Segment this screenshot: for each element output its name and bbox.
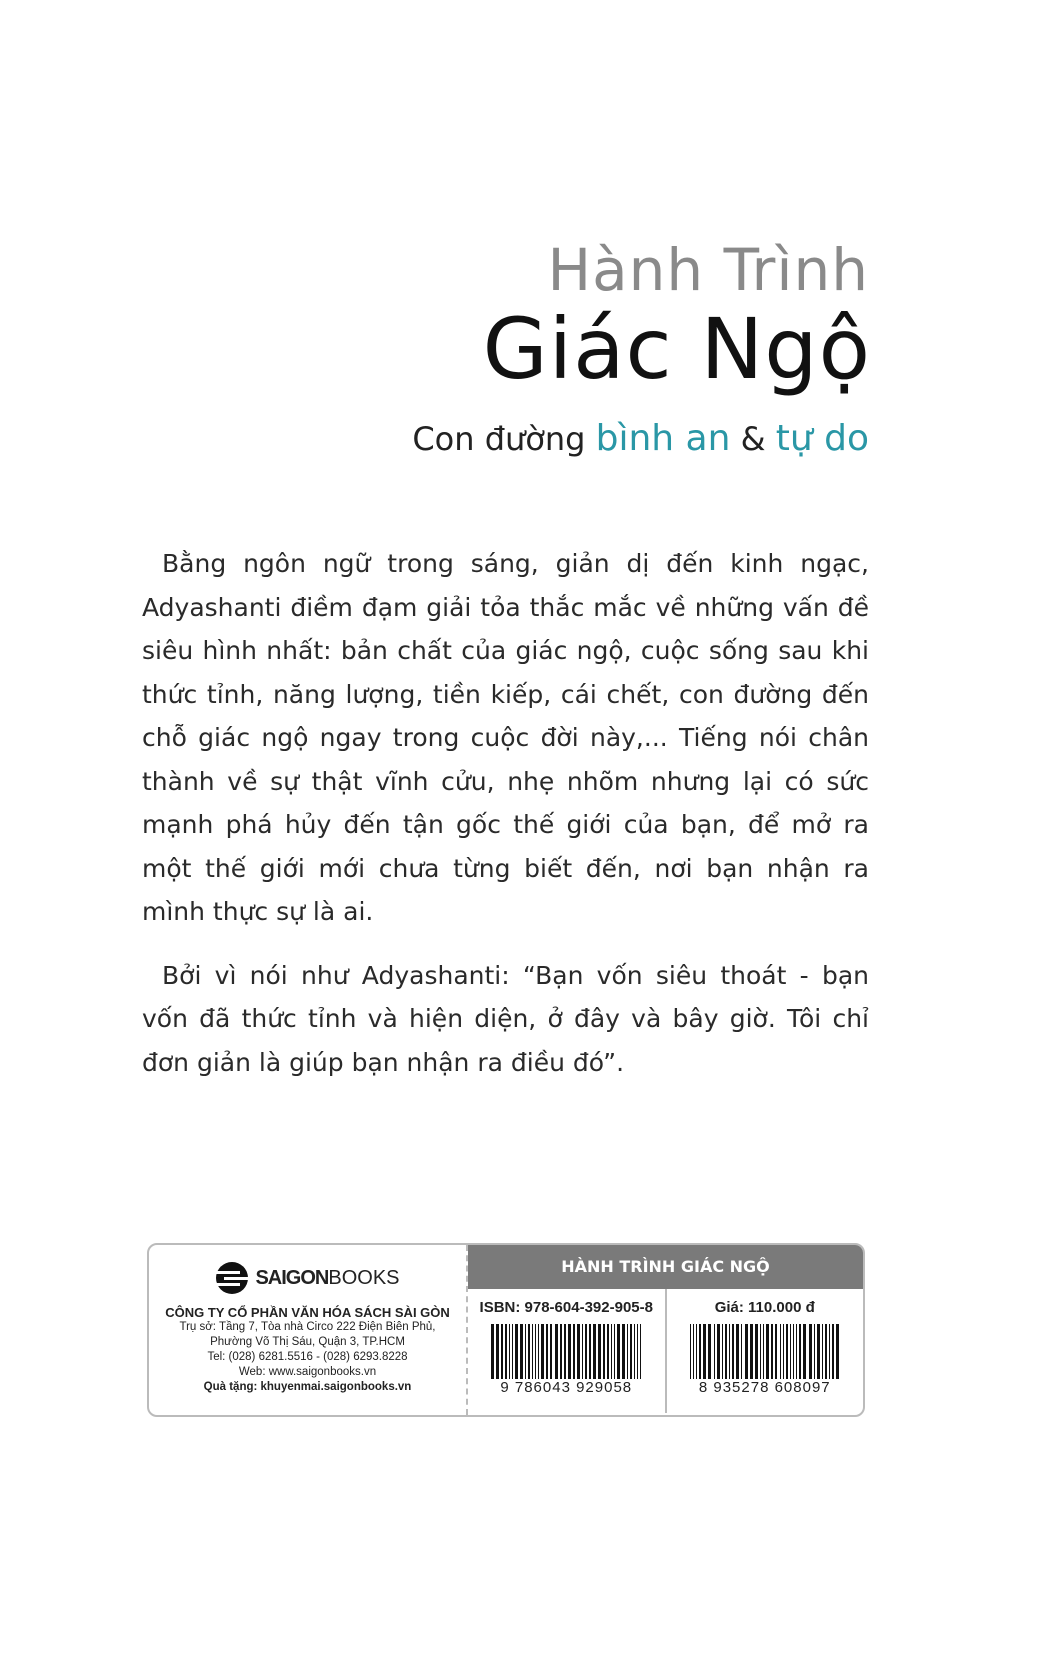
barcode-bar (732, 1324, 734, 1379)
barcode-bar (755, 1324, 758, 1379)
title-line-2: Giác Ngộ (482, 300, 871, 398)
barcode-bar (589, 1324, 591, 1379)
barcode-bar (607, 1324, 609, 1379)
company-name: CÔNG TY CỔ PHẦN VĂN HÓA SÁCH SÀI GÒN (165, 1305, 450, 1320)
logo-light: BOOKS (328, 1266, 400, 1289)
barcode-bar (603, 1324, 605, 1379)
barcode-bar (693, 1324, 694, 1379)
barcode-bar (763, 1324, 764, 1379)
barcode-bar (491, 1324, 494, 1379)
subtitle-highlight-1: bình an (595, 418, 731, 459)
barcode-bar (617, 1324, 620, 1379)
barcode-bar (512, 1324, 513, 1379)
blurb-paragraph: Bởi vì nói như Adyashanti: “Bạn vốn siêu thoát - bạn vốn đã thức tỉnh và hiện diện, ở đây và bây giờ. Tôi chỉ đơn giản là giúp bạn nhận ra điều đó”. (142, 960, 869, 1077)
barcode-bar (790, 1324, 791, 1379)
price-barcode-number: 8 935278 608097 (698, 1379, 831, 1396)
barcode-bar (760, 1324, 761, 1379)
barcode-bar (560, 1324, 562, 1379)
barcode-bar (598, 1324, 601, 1379)
barcode-bar (573, 1324, 575, 1379)
blurb (142, 542, 869, 1104)
barcode-bar (550, 1324, 552, 1379)
barcode-bar (535, 1324, 536, 1379)
barcode-bar (793, 1324, 794, 1379)
barcode-bar (714, 1324, 715, 1379)
barcode-bar (555, 1324, 558, 1379)
gift-line: Quà tặng: khuyenmai.saigonbooks.vn (203, 1381, 412, 1393)
barcode-bar (496, 1324, 499, 1379)
publisher-info (149, 1245, 466, 1415)
barcode-bar (520, 1324, 523, 1379)
barcode-bar (825, 1324, 827, 1379)
barcode-bar (822, 1324, 823, 1379)
barcode-bar (501, 1324, 503, 1379)
barcode-bar (809, 1324, 812, 1379)
barcode-bar (750, 1324, 753, 1379)
logo-bold: SAIGON (255, 1266, 329, 1289)
barcode-bar (509, 1324, 510, 1379)
barcode-bar (614, 1324, 615, 1379)
isbn-barcode-number: 9 786043 929058 (500, 1379, 633, 1396)
barcode-bar (829, 1324, 830, 1379)
barcode-bar (546, 1324, 548, 1379)
saigonbooks-logo-icon (215, 1261, 249, 1295)
barcode-bar (634, 1324, 635, 1379)
address-line: Trụ sở: Tầng 7, Tòa nhà Circo 222 Điện Biên Phủ, (179, 1321, 436, 1333)
barcode-bar (622, 1324, 625, 1379)
barcode-bar (741, 1324, 742, 1379)
barcode-bar (832, 1324, 834, 1379)
barcode-bar (729, 1324, 730, 1379)
isbn-barcode (491, 1324, 641, 1379)
barcode-bar (766, 1324, 769, 1379)
barcode-bar (532, 1324, 533, 1379)
subtitle-pre: Con đường (412, 420, 596, 458)
barcode-bar (796, 1324, 797, 1379)
barcode-bar (593, 1324, 596, 1379)
barcode-bar (568, 1324, 571, 1379)
barcode-bar (525, 1324, 526, 1379)
barcode-bar (630, 1324, 632, 1379)
isbn-block (468, 1289, 665, 1413)
barcode-bar (717, 1324, 720, 1379)
barcode-bar (725, 1324, 727, 1379)
barcode-bar (515, 1324, 518, 1379)
publisher-logo (149, 1261, 466, 1295)
barcode-bar (564, 1324, 566, 1379)
title-line-1: Hành Trình (547, 236, 869, 304)
barcode-bar (803, 1324, 806, 1379)
barcode-bar (722, 1324, 723, 1379)
barcode-bar (736, 1324, 739, 1379)
barcode-bar (745, 1324, 748, 1379)
subtitle-highlight-2: tự do (775, 418, 869, 459)
barcode-bar (771, 1324, 773, 1379)
label-book-title: HÀNH TRÌNH GIÁC NGỘ (468, 1245, 863, 1289)
barcode-bar (699, 1324, 701, 1379)
price-text: Giá: 110.000 đ (714, 1299, 815, 1316)
price-block (665, 1289, 864, 1413)
barcode-bar (582, 1324, 583, 1379)
subtitle-amp: & (730, 420, 776, 458)
barcode-bar (640, 1324, 641, 1379)
barcode-bar (786, 1324, 788, 1379)
barcode-bar (696, 1324, 697, 1379)
barcode-bar (541, 1324, 544, 1379)
price-label (466, 1245, 863, 1415)
barcode-bar (585, 1324, 587, 1379)
barcode-bar (690, 1324, 691, 1379)
barcode-bar (817, 1324, 820, 1379)
barcode-bar (505, 1324, 507, 1379)
barcode-bar (703, 1324, 706, 1379)
barcode-bar (611, 1324, 612, 1379)
phone-line: Tel: (028) 6281.5516 - (028) 6293.8228 (207, 1351, 408, 1363)
barcode-bar (799, 1324, 801, 1379)
barcode-bar (775, 1324, 777, 1379)
address-line: Phường Võ Thị Sáu, Quận 3, TP.HCM (210, 1336, 405, 1348)
price-barcode (690, 1324, 840, 1379)
isbn-text: ISBN: 978-604-392-905-8 (479, 1299, 653, 1316)
barcode-bar (538, 1324, 539, 1379)
barcode-bar (708, 1324, 711, 1379)
barcode-bar (814, 1324, 815, 1379)
barcode-bar (577, 1324, 580, 1379)
web-line: Web: www.saigonbooks.vn (238, 1366, 377, 1378)
barcode-bar (528, 1324, 530, 1379)
barcode-bar (780, 1324, 781, 1379)
publisher-label-box (147, 1243, 865, 1417)
barcode-bar (627, 1324, 628, 1379)
blurb-paragraph: Bằng ngôn ngữ trong sáng, giản dị đến kinh ngạc, Adyashanti điềm đạm giải tỏa thắc mắc về những vấn đề siêu hình nhất: bản chất của giác ngộ, cuộc sống sau khi thức tỉnh, năng lượng, tiền kiếp, cái chết, con đường đến chỗ giác ngộ ngay trong cuộc đời này,... Tiếng nói chân thành về sự thật vĩnh cửu, nhẹ nhõm nhưng lại có sức mạnh phá hủy đến tận gốc thế giới của bạn, để mở ra một thế giới mới chưa từng biết đến, nơi bạn nhận ra mình thực sự là ai. (142, 549, 869, 926)
barcode-bar (783, 1324, 784, 1379)
barcode-bar (637, 1324, 638, 1379)
barcode-bar (836, 1324, 839, 1379)
subtitle (412, 418, 869, 459)
